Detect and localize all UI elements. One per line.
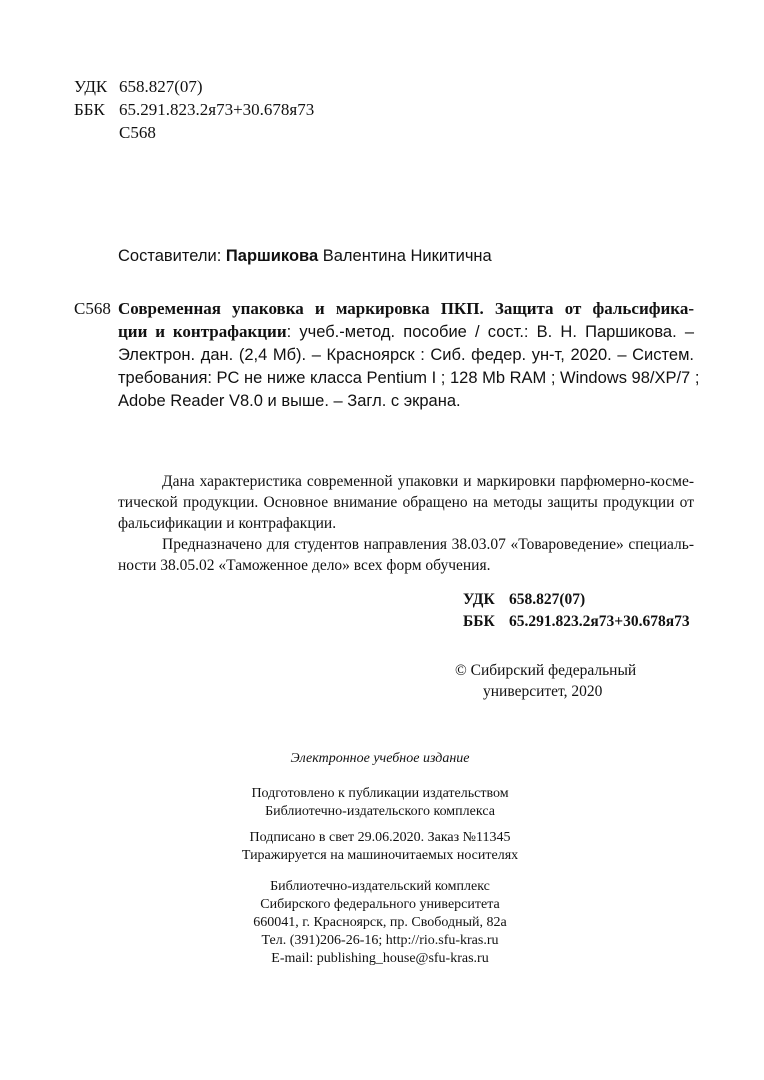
biblio-line4: требования: PC не ниже класса Pentium I ; 128 Mb RAM ; Windows 98/XP/7 ; xyxy=(118,369,700,387)
edition-type xyxy=(230,750,530,768)
biblio-line2 xyxy=(118,320,694,344)
bibliographic-record xyxy=(74,297,700,413)
publication-info xyxy=(230,829,530,865)
biblio-text xyxy=(118,297,700,413)
signed-line2: Тиражируется на машиночитаемых носителях xyxy=(241,848,519,863)
classification-codes xyxy=(74,75,314,144)
compiler-name: Валентина Никитична xyxy=(322,247,492,265)
footer-classification-codes xyxy=(463,589,690,633)
bbk-row xyxy=(74,98,314,121)
annotation-p2-line1: Предназначено для студентов направления 38.03.07 «Товароведение» специаль- xyxy=(162,536,694,553)
biblio-line3: Электрон. дан. (2,4 Мб). – Красноярск : Сиб. федер. ун-т, 2020. – Систем. xyxy=(118,346,694,364)
udk-label: УДК xyxy=(74,77,108,96)
prepared-line2: Библиотечно-издательского комплекса xyxy=(265,804,495,819)
biblio-title-line1: Современная упаковка и маркировка ПКП. Защита от фальсифика- xyxy=(118,299,694,318)
copyright-notice xyxy=(455,660,636,702)
edition-type-text: Электронное учебное издание xyxy=(290,751,470,766)
publisher-contacts xyxy=(230,878,530,968)
annotation-p2-line2: ности 38.05.02 «Таможенное дело» всех форм обучения. xyxy=(118,557,491,574)
biblio-cipher: С568 xyxy=(74,299,111,318)
complex-phone: Тел. (391)206-26-16; http://rio.sfu-kras.ru xyxy=(261,933,499,948)
footer-udk-value: 658.827(07) xyxy=(509,591,586,608)
prepared-by xyxy=(230,785,530,821)
bbk-value: 65.291.823.2я73+30.678я73 xyxy=(119,100,315,119)
udk-row xyxy=(74,75,314,98)
bbk-label: ББК xyxy=(74,100,105,119)
footer-bbk-row xyxy=(463,611,690,633)
copyright-line2: университет, 2020 xyxy=(483,683,603,700)
complex-address: 660041, г. Красноярск, пр. Свободный, 82а xyxy=(253,915,507,930)
footer-udk-row xyxy=(463,589,690,611)
complex-email: E-mail: publishing_house@sfu-kras.ru xyxy=(271,951,489,966)
footer-bbk-value: 65.291.823.2я73+30.678я73 xyxy=(509,613,690,630)
udk-value: 658.827(07) xyxy=(119,77,203,96)
prepared-line1: Подготовлено к публикации издательством xyxy=(251,786,509,801)
compiler-surname: Паршикова xyxy=(225,247,319,265)
copyright-line1: © Сибирский федеральный xyxy=(455,662,637,679)
compilers-line xyxy=(118,247,492,266)
author-mark: С568 xyxy=(119,123,156,142)
annotation-p1-line2: тической продукции. Основное внимание обращено на методы защиты продукции от xyxy=(118,494,694,511)
biblio-line5: Adobe Reader V8.0 и выше. – Загл. с экрана. xyxy=(118,392,461,410)
footer-bbk-label: ББК xyxy=(463,613,495,630)
complex-line1: Библиотечно-издательский комплекс xyxy=(270,879,490,894)
author-mark-row xyxy=(74,121,314,144)
complex-line2: Сибирского федерального университета xyxy=(260,897,500,912)
annotation-p1-line1: Дана характеристика современной упаковки и маркировки парфюмерно-космe- xyxy=(162,473,694,490)
footer-udk-label: УДК xyxy=(463,591,495,608)
biblio-title-line2: ции и контрафакции xyxy=(118,322,287,341)
compilers-label: Составители: xyxy=(118,247,222,265)
annotation-p1-line3: фальсификации и контрафакции. xyxy=(118,515,337,532)
annotation xyxy=(118,471,694,576)
biblio-line2-rest: : учеб.-метод. пособие / сост.: В. Н. Паршикова. – xyxy=(286,323,695,341)
signed-line1: Подписано в свет 29.06.2020. Заказ №11345 xyxy=(249,830,511,845)
